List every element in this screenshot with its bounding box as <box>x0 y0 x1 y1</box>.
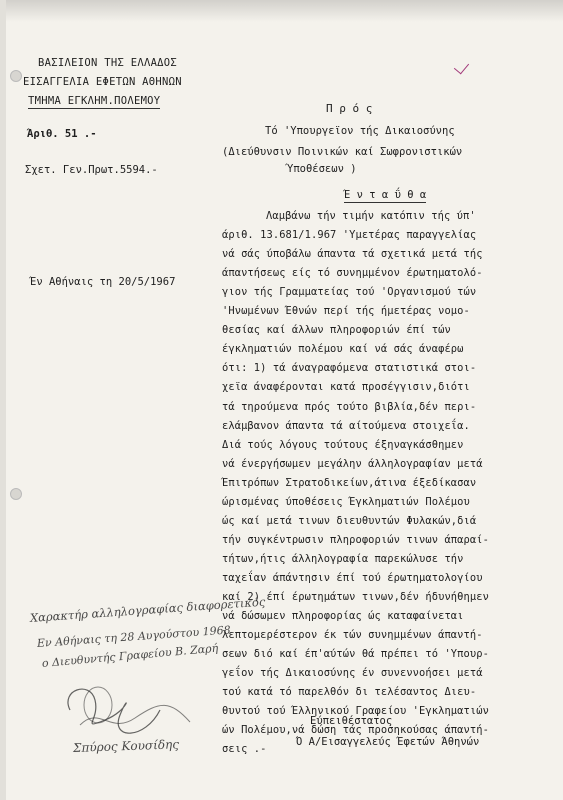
body-line: άπαντήσεως είς τό συνημμένον έρωτηματολό- <box>222 267 483 280</box>
handwritten-note-line3: ο Διευθυντής Γραφείου Β. Ζαρή <box>41 641 219 670</box>
recipient-here: Έ ν τ α ΰ θ α <box>344 189 427 201</box>
body-line: ταχεΐαν άπάντησιν έπί τού έρωτηματολογίου <box>222 571 483 584</box>
body-line: ών Πολέμου,νά δώση τάς προσηκούσας άπαντή- <box>222 724 489 737</box>
body-line: τού κατά τό παρελθόν δι τελέσαντος Διευ- <box>222 686 477 699</box>
body-line: ελάμβανον άπαντα τά αίτούμενα στοιχεΐα. <box>222 419 470 432</box>
header-department: ΤΜΗΜΑ ΕΓΚΛΗΜ.ΠΟΛΕΜΟΥ <box>28 95 161 107</box>
recipient-affairs: Ύποθέσεων ) <box>287 163 357 175</box>
handwritten-note-line1: Χαρακτήρ αλληλογραφίας διαφορετικός <box>29 594 266 625</box>
body-line: τήν συγκέντρωσιν πληροφοριών τινων άπαραί- <box>222 533 489 546</box>
handwritten-note-line2: Εν Αθήναις τη 28 Αυγούστου 1968 <box>36 623 232 650</box>
related-reference: Σχετ. Γεν.Πρωτ.5594.- <box>25 164 158 176</box>
check-mark-icon <box>454 59 469 75</box>
recipient-ministry: Τό 'Υπουργεϊον τής Δικαιοσύνης <box>265 125 455 137</box>
body-line: νά δώσωμεν πληροφορίας ώς καταφαίνεται <box>222 610 464 623</box>
scan-top-edge <box>0 0 563 22</box>
punch-hole-bottom <box>10 488 22 500</box>
body-line: ώρισμένας ύποθέσεις Έγκληματιών Πολέμου <box>222 495 470 508</box>
body-line: Έπιτρόπων Στρατοδικείων,άτινα έξεδίκασαν <box>222 476 477 489</box>
body-line: καί 2) έπί έρωτημάτων τινων,δέν ήδυνήθημεν <box>222 591 489 603</box>
body-line: τήτων,ήτις άλληλογραφία παρεκώλυσε τήν <box>222 552 464 565</box>
body-line: 'Ηνωμένων Έθνών περί τής ήμετέρας νομο- <box>222 305 470 318</box>
body-line: Λαμβάνω τήν τιμήν κατόπιν τής ύπ' <box>266 210 476 222</box>
body-line: θυντού τού Έλληνικού Γραφείου 'Εγκληματιών <box>222 705 489 718</box>
header-prosecution: ΕΙΣΑΓΓΕΛΙΑ ΕΦΕΤΩΝ ΑΘΗΝΩΝ <box>23 76 182 88</box>
body-line: νά σάς ύποβάλω άπαντα τά σχετικά μετά τής <box>222 248 483 261</box>
body-line: σεις .- <box>222 743 267 756</box>
header-kingdom: ΒΑΣΙΛΕΙΟΝ ΤΗΣ ΕΛΛΑΔΟΣ <box>38 57 178 69</box>
body-line: τά τηρούμενα πρός τούτο βιβλία,δέν περι- <box>222 400 477 413</box>
recipient-to: Π ρ ό ς <box>326 102 373 115</box>
body-line: σεων διό καί έπ'αύτών θά πρέπει τό 'Υπουρ- <box>222 648 489 661</box>
body-line: λεπτομερέστερον έκ τών συνημμένων άπαντή- <box>222 629 483 642</box>
recipient-directorate: (Διεύθυνσιν Ποινικών καί Σωφρονιστικών <box>222 146 463 158</box>
handwritten-signature-name: Σπύρος Κουσίδης <box>72 737 180 755</box>
reference-number: Άριθ. 51 .- <box>27 128 97 140</box>
body-line: ώς καί μετά τινων διευθυντών Φυλακών,διά <box>222 514 477 527</box>
body-line: γιον τής Γραμματείας τού 'Οργανισμού τών <box>222 286 477 299</box>
punch-hole-top <box>10 70 22 82</box>
closing-signatory: Ό Α/Εισαγγελεύς Έφετών Άθηνών <box>296 736 480 748</box>
body-line: έγκληματιών πολέμου καί νά σάς άναφέρω <box>222 343 464 356</box>
body-line: θεσίας καί άλλων πληροφοριών έπί τών <box>222 324 451 337</box>
body-line: ότι: 1) τά άναγραφόμενα στατιστικά στοι- <box>222 362 477 375</box>
closing-salutation: Εύπειθέστατος <box>310 715 393 727</box>
place-date: Έν Αθήναις τη 20/5/1967 <box>30 276 176 288</box>
body-line: άριθ. 13.681/1.967 'Υμετέρας παραγγελίας <box>222 229 477 242</box>
body-line: γεΐον τής Δικαιοσύνης έν συνεννοήσει μετά <box>222 667 483 680</box>
body-line: Διά τούς λόγους τούτους έξηναγκάσθημεν <box>222 438 464 451</box>
body-line: χεϊα άναφέρονται κατά προσέγγισιν,διότι <box>222 381 470 394</box>
scan-left-edge <box>0 0 6 800</box>
body-line: νά ένεργήσωμεν μεγάλην άλληλογραφίαν μετά <box>222 457 483 470</box>
